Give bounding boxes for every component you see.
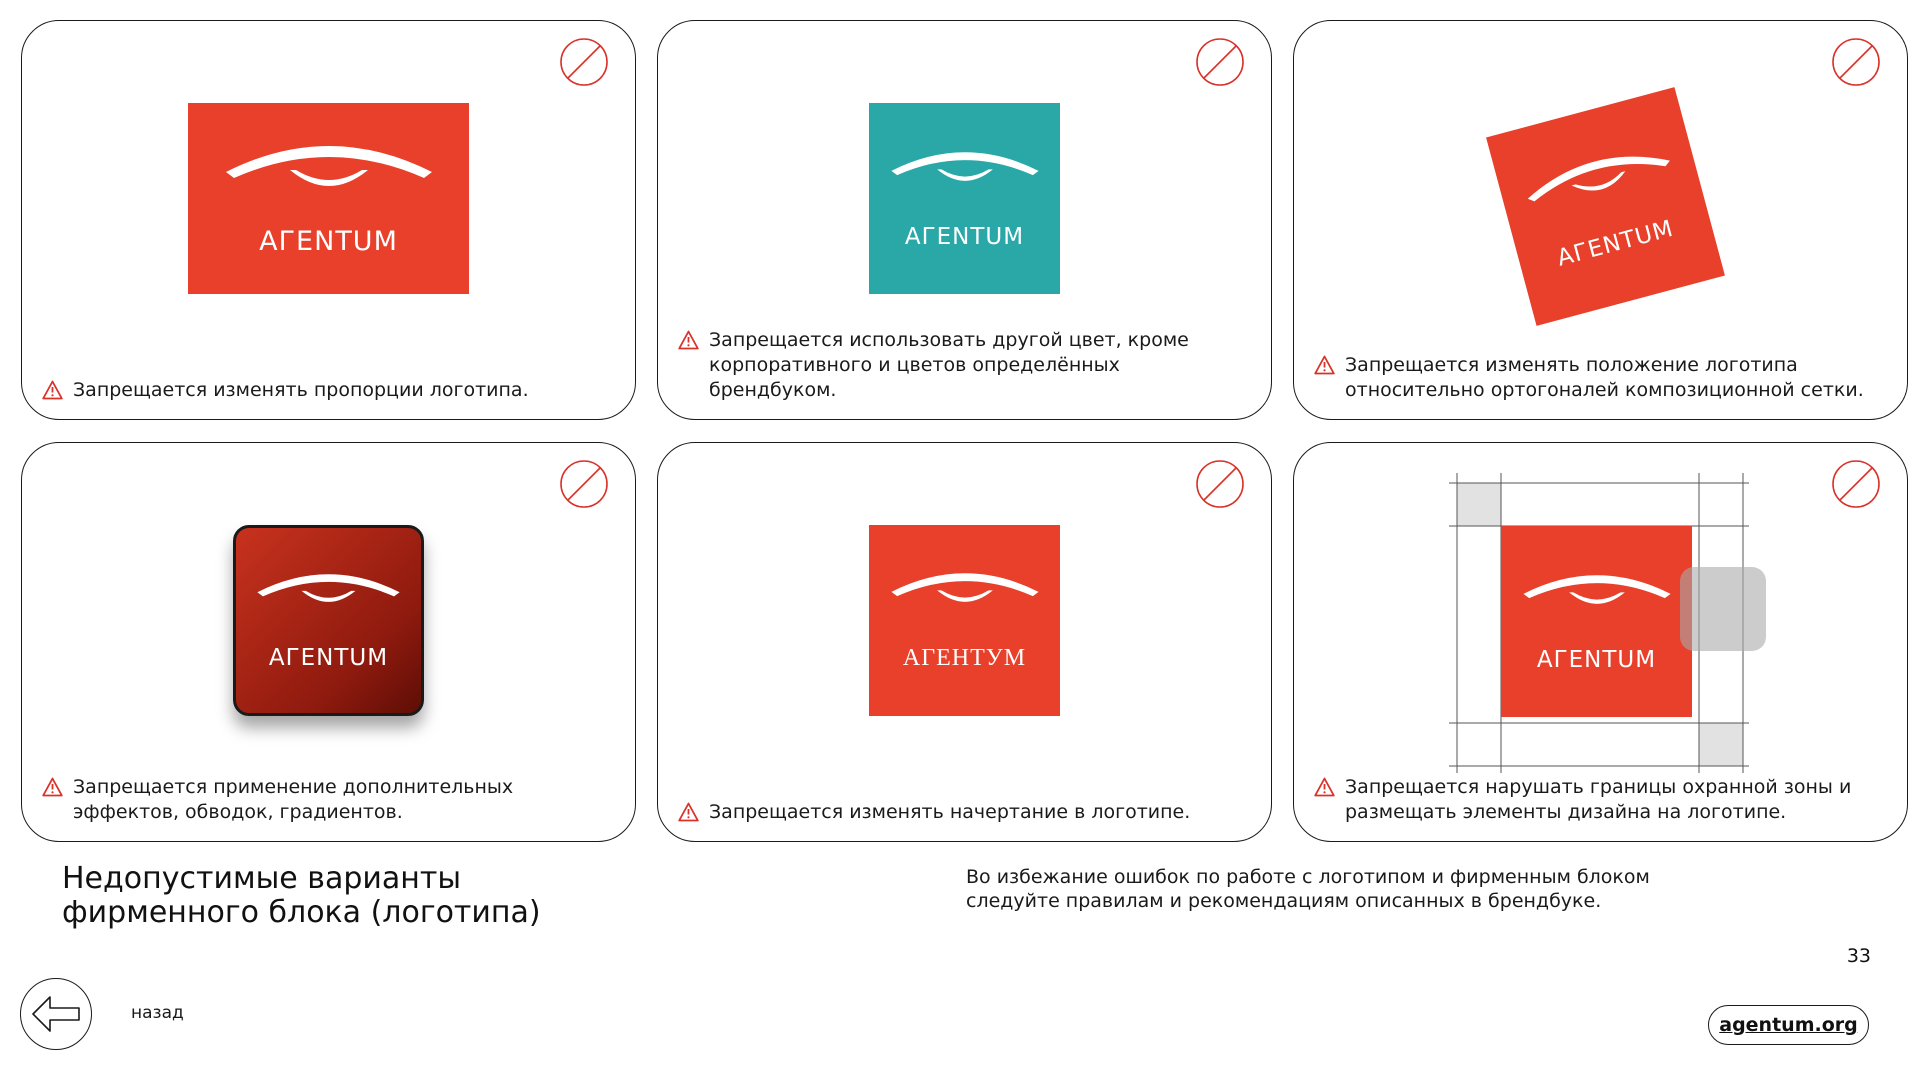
logo-wordmark: AГENTUM — [268, 645, 389, 671]
overlapping-element — [1680, 567, 1766, 651]
logo-rotated — [1486, 87, 1725, 326]
logo-stretched — [188, 103, 469, 294]
caption-text: Запрещается изменять начертание в логотипе. — [709, 801, 1191, 823]
title-line-1: Недопустимые варианты — [62, 861, 462, 896]
caption-text: Запрещается использовать другой цвет, кроме корпоративного и цветов определённых брендбуком. — [709, 329, 1189, 401]
eye-arc-icon — [256, 570, 401, 609]
eye-arc-icon — [1522, 571, 1672, 611]
caption-text: Запрещается применение дополнительных эффектов, обводок, градиентов. — [73, 776, 514, 823]
caption-text: Запрещается изменять пропорции логотипа. — [73, 379, 529, 401]
prohibited-icon — [559, 37, 609, 87]
card-safe-zone — [1293, 442, 1908, 842]
page-number: 33 — [1846, 945, 1871, 967]
card-caption — [678, 328, 1251, 403]
logo-with-effects — [233, 525, 424, 716]
description-text: Во избежание ошибок по работе с логотипом и фирменным блоком следуйте правилам и рекомендациям описанных в брендбуке. — [966, 866, 1650, 912]
prohibited-icon — [1831, 37, 1881, 87]
back-button[interactable] — [20, 978, 92, 1050]
warning-icon — [42, 777, 63, 797]
back-label[interactable]: назад — [131, 1003, 184, 1023]
site-link[interactable]: agentum.org — [1708, 1005, 1869, 1045]
prohibited-icon — [1195, 37, 1245, 87]
title-line-2: фирменного блока (логотипа) — [62, 895, 541, 930]
logo-wordmark: AГENTUM — [904, 223, 1025, 250]
caption-text: Запрещается изменять положение логотипа относительно ортогоналей композиционной сетки. — [1345, 354, 1864, 401]
eye-arc-icon — [1520, 138, 1675, 215]
logo-wordmark-serif: АГЕНТУМ — [902, 645, 1027, 671]
card-typeface — [657, 442, 1272, 842]
eye-arc-icon — [890, 569, 1040, 609]
card-caption — [678, 800, 1251, 825]
card-rotation — [1293, 20, 1908, 420]
prohibited-icon — [559, 459, 609, 509]
caption-text: Запрещается нарушать границы охранной зоны и размещать элементы дизайна на логотипе. — [1345, 776, 1852, 823]
logo-wordmark: AГENTUM — [1554, 215, 1677, 272]
eye-arc-icon — [890, 148, 1040, 188]
page-title — [62, 862, 541, 930]
prohibited-icon — [1195, 459, 1245, 509]
logo-wrong-typeface — [869, 525, 1060, 716]
warning-icon — [1314, 777, 1335, 797]
card-caption — [42, 775, 615, 825]
card-caption — [1314, 775, 1887, 825]
logo-wordmark: AГENTUM — [259, 226, 398, 257]
card-caption — [1314, 353, 1887, 403]
card-caption — [42, 378, 615, 403]
warning-icon — [1314, 355, 1335, 375]
card-proportions — [21, 20, 636, 420]
arrow-left-icon — [30, 994, 82, 1034]
eye-arc-icon — [224, 140, 434, 196]
warning-icon — [678, 802, 699, 822]
logo-wrong-color — [869, 103, 1060, 294]
warning-icon — [678, 330, 699, 350]
logo-wordmark: AГENTUM — [1536, 646, 1657, 673]
logo-safe-zone — [1501, 526, 1692, 717]
card-color — [657, 20, 1272, 420]
warning-icon — [42, 380, 63, 400]
prohibited-icon — [1831, 459, 1881, 509]
card-effects — [21, 442, 636, 842]
